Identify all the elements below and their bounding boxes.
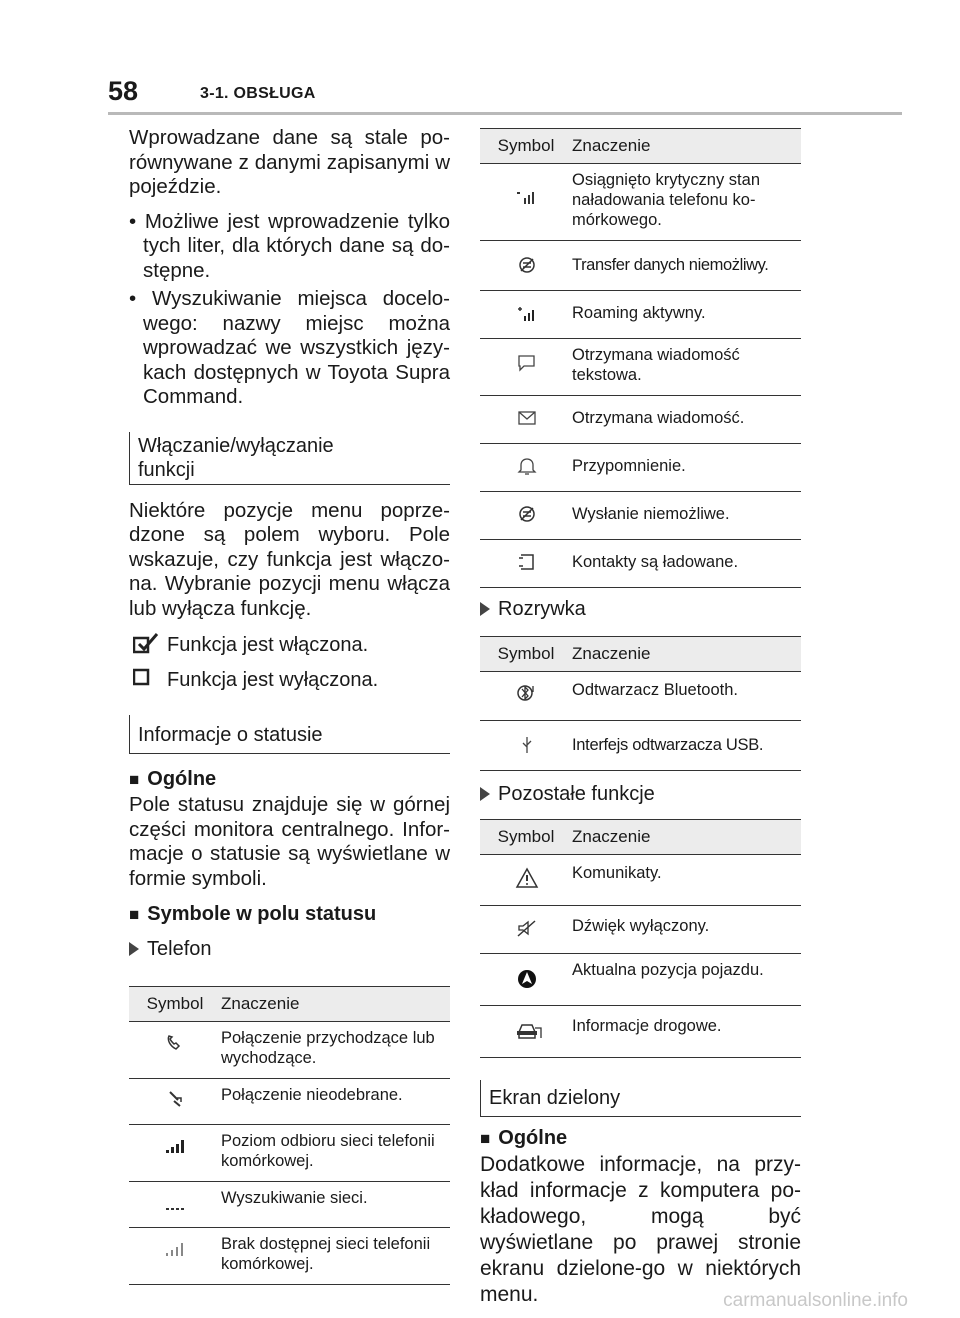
table-header-row xyxy=(129,987,450,1022)
sound-off-icon xyxy=(515,918,537,938)
row-meaning: Roaming aktywny. xyxy=(572,291,801,339)
arrow-bullet-icon xyxy=(480,602,490,616)
phone-symbols-table-continued xyxy=(480,128,801,588)
reminder-bell-icon xyxy=(515,456,537,476)
battery-critical-icon xyxy=(515,186,537,206)
text-message-icon xyxy=(515,353,537,373)
bluetooth-audio-icon xyxy=(515,682,537,702)
column-header-symbol: Symbol xyxy=(480,129,572,164)
table-row xyxy=(480,492,801,540)
section-title-line: Włączanie/wyłączanie xyxy=(138,434,334,457)
row-meaning: Wysłanie niemożliwe. xyxy=(572,492,801,540)
arrow-bullet-icon xyxy=(480,787,490,801)
column-header-meaning: Znaczenie xyxy=(221,987,450,1022)
traffic-info-icon xyxy=(515,1020,537,1040)
section-heading-split-screen xyxy=(480,1080,801,1117)
section-title: Ekran dzielony xyxy=(489,1087,621,1109)
row-meaning: Połączenie przychodzące lub wychodzące. xyxy=(221,1022,450,1079)
split-general-heading: ■ Ogólne xyxy=(480,1127,568,1149)
table-row xyxy=(129,1182,450,1228)
square-bullet-icon: ■ xyxy=(129,770,140,789)
table-row xyxy=(480,396,801,444)
square-bullet-icon: ■ xyxy=(129,905,140,924)
contacts-loading-icon xyxy=(515,552,537,572)
square-bullet-icon: ■ xyxy=(480,1129,491,1148)
general-paragraph: Pole statusu znajduje się w górnej części monitora centralnego. Infor-macje o statusie są wyświetlane w formie symboli. xyxy=(129,793,450,890)
row-meaning: Połączenie nieodebrane. xyxy=(221,1079,450,1125)
checkbox-empty-icon xyxy=(133,667,163,697)
table-row xyxy=(480,339,801,396)
phone-heading: Telefon xyxy=(129,936,450,962)
table-row xyxy=(480,241,801,291)
email-icon xyxy=(515,408,537,428)
bullet-item: • Wyszukiwanie miejsca docelo-wego: nazwy miejsc można wprowadzać we wszystkich języ-kach dostępnych w Toyota Supra Command. xyxy=(129,287,450,408)
other-functions-heading: Pozostałe funkcje xyxy=(480,781,801,807)
left-column xyxy=(129,126,450,1285)
checkbox-off-label: Funkcja jest wyłączona. xyxy=(167,669,379,691)
table-row xyxy=(480,1006,801,1058)
phone-call-icon xyxy=(164,1032,186,1052)
entertainment-heading: Rozrywka xyxy=(480,596,801,622)
transfer-blocked-icon xyxy=(515,255,537,275)
column-header-symbol: Symbol xyxy=(480,637,572,672)
table-row xyxy=(480,291,801,339)
signal-bars-icon xyxy=(164,1135,186,1155)
row-meaning: Brak dostępnej sieci telefonii komórkowej. xyxy=(221,1228,450,1285)
table-row xyxy=(129,1228,450,1285)
header-divider xyxy=(108,112,902,115)
table-row xyxy=(129,1022,450,1079)
row-meaning: Interfejs odtwarzacza USB. xyxy=(572,721,801,771)
table-row xyxy=(129,1125,450,1182)
column-header-symbol: Symbol xyxy=(129,987,221,1022)
functions-paragraph: Niektóre pozycje menu poprze-dzone są polem wyboru. Pole wskazuje, czy funkcja jest włączo-na. Wybranie pozycji menu włącza lub wyłącza funkcję. xyxy=(129,498,450,620)
phone-symbols-table xyxy=(129,986,450,1285)
table-header-row xyxy=(480,820,801,855)
table-row xyxy=(129,1079,450,1125)
row-meaning: Dźwięk wyłączony. xyxy=(572,906,801,954)
no-network-icon xyxy=(164,1238,186,1258)
row-meaning: Odtwarzacz Bluetooth. xyxy=(572,672,801,721)
checkbox-on-label: Funkcja jest włączona. xyxy=(167,634,369,656)
checkbox-off-row xyxy=(129,666,450,697)
table-row xyxy=(480,672,801,721)
table-row xyxy=(480,721,801,771)
table-row xyxy=(480,906,801,954)
row-meaning: Wyszukiwanie sieci. xyxy=(221,1182,450,1228)
general-heading: ■ Ogólne xyxy=(129,768,217,790)
network-search-icon xyxy=(164,1192,186,1212)
page-number: 58 xyxy=(108,76,139,106)
table-row xyxy=(480,954,801,1006)
column-header-meaning: Znaczenie xyxy=(572,129,801,164)
missed-call-icon xyxy=(164,1089,186,1109)
row-meaning: Informacje drogowe. xyxy=(572,1006,801,1058)
section-title-line: funkcji xyxy=(138,458,195,481)
row-meaning: Osiągnięto krytyczny stan naładowania telefonu ko-mórkowego. xyxy=(572,164,801,241)
row-meaning: Kontakty są ładowane. xyxy=(572,540,801,588)
table-header-row xyxy=(480,637,801,672)
send-failed-icon xyxy=(515,504,537,524)
vehicle-position-icon xyxy=(515,968,537,988)
watermark: carmanualsonline.info xyxy=(723,1290,908,1311)
usb-icon xyxy=(515,735,537,755)
column-header-meaning: Znaczenie xyxy=(572,637,801,672)
column-header-symbol: Symbol xyxy=(480,820,572,855)
checkbox-on-row xyxy=(129,631,450,662)
row-meaning: Transfer danych niemożliwy. xyxy=(572,241,801,291)
symbols-heading: ■ Symbole w polu statusu xyxy=(129,903,377,925)
section-heading-status xyxy=(129,715,450,754)
section-heading-functions xyxy=(129,432,450,485)
column-header-meaning: Znaczenie xyxy=(572,820,801,855)
split-paragraph: Dodatkowe informacje, na przy-kład informacje z komputera po-kładowego, mogą być wyświetlane po prawej stronie ekranu dzielone-go w niektórych menu. xyxy=(480,1153,801,1306)
section-title: Informacje o statusie xyxy=(138,724,323,746)
other-symbols-table xyxy=(480,819,801,1058)
bullet-item: • Możliwe jest wprowadzenie tylko tych liter, dla których dane są do-stępne. xyxy=(129,209,450,282)
row-meaning: Aktualna pozycja pojazdu. xyxy=(572,954,801,1006)
table-row xyxy=(480,444,801,492)
table-header-row xyxy=(480,129,801,164)
row-meaning: Przypomnienie. xyxy=(572,444,801,492)
row-meaning: Komunikaty. xyxy=(572,855,801,906)
intro-paragraph: Wprowadzane dane są stale po-równywane z danymi zapisanymi w pojeździe. xyxy=(129,126,450,198)
checkbox-checked-icon xyxy=(133,632,163,662)
arrow-bullet-icon xyxy=(129,942,139,956)
row-meaning: Poziom odbioru sieci telefonii komórkowej. xyxy=(221,1125,450,1182)
warning-icon xyxy=(515,867,537,887)
row-meaning: Otrzymana wiadomość. xyxy=(572,396,801,444)
table-row xyxy=(480,855,801,906)
chapter-title: 3-1. OBSŁUGA xyxy=(200,85,316,102)
right-column xyxy=(480,128,801,1318)
table-row xyxy=(480,164,801,241)
entertainment-symbols-table xyxy=(480,636,801,771)
row-meaning: Otrzymana wiadomość tekstowa. xyxy=(572,339,801,396)
roaming-icon xyxy=(515,303,537,323)
table-row xyxy=(480,540,801,588)
